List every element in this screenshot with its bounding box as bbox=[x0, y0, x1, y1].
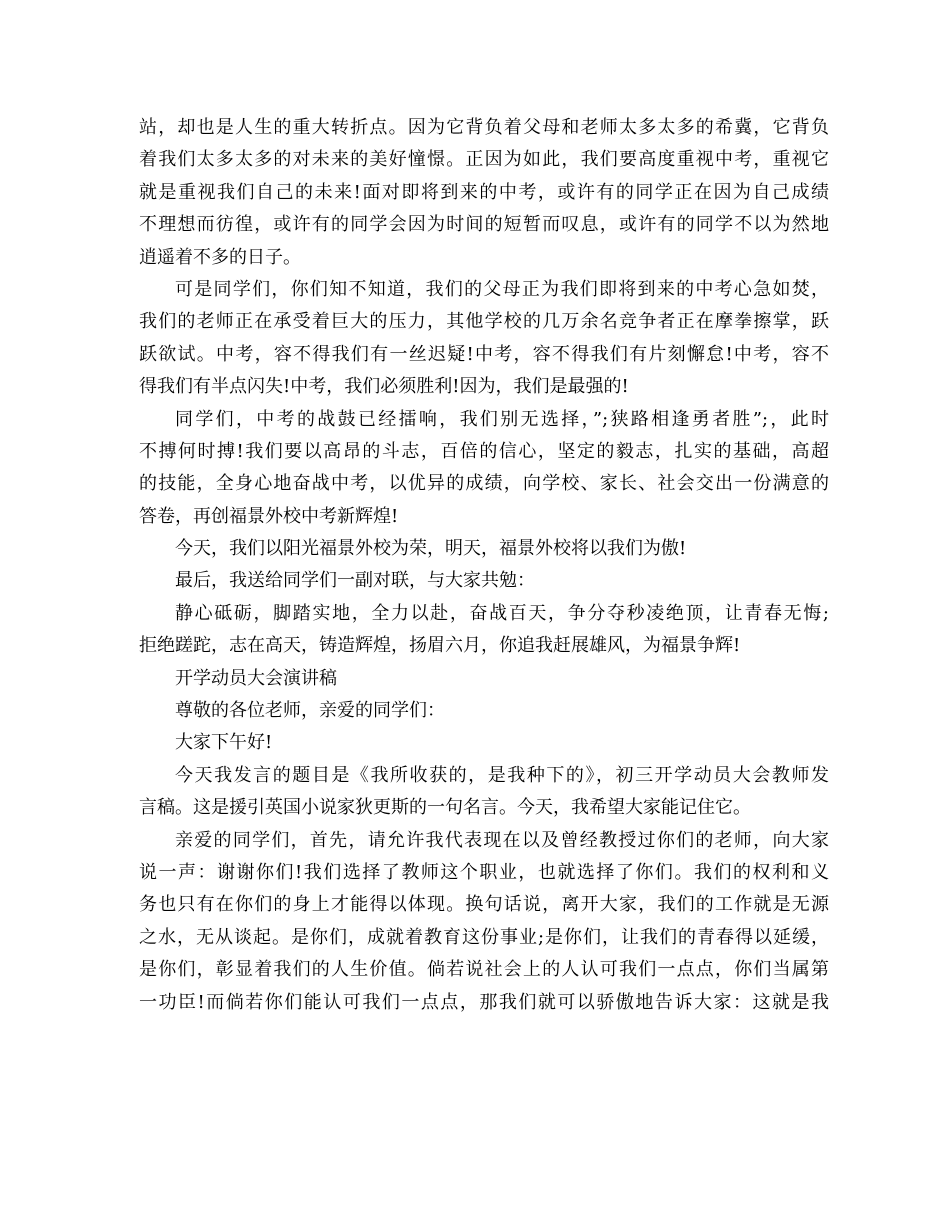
text-line: 今天，我们以阳光福景外校为荣，明天，福景外校将以我们为傲! bbox=[175, 538, 687, 560]
text-line: 言稿。这是援引英国小说家狄更斯的一句名言。今天，我希望大家能记住它。 bbox=[139, 797, 751, 819]
text-line: 开学动员大会演讲稿 bbox=[175, 667, 337, 689]
text-line: 说一声：谢谢你们!我们选择了教师这个职业，也就选择了你们。我们的权利和义 bbox=[139, 861, 829, 883]
text-line: 务也只有在你们的身上才能得以体现。换句话说，离开大家，我们的工作就是无源 bbox=[139, 894, 829, 916]
text-line: 可是同学们，你们知不知道，我们的父母正为我们即将到来的中考心急如焚， bbox=[175, 278, 829, 300]
text-line: 尊敬的各位老师，亲爱的同学们： bbox=[175, 700, 445, 722]
text-line: 静心砥砺，脚踏实地，全力以赴，奋战百天，争分夺秒凌绝顶，让青春无悔; bbox=[175, 602, 829, 624]
document-body bbox=[139, 112, 829, 1019]
text-line: 答卷，再创福景外校中考新辉煌! bbox=[139, 505, 399, 527]
text-line: 最后，我送给同学们一副对联，与大家共勉： bbox=[175, 570, 535, 592]
text-line: 一功臣!而倘若你们能认可我们一点点，那我们就可以骄傲地告诉大家：这就是我 bbox=[139, 991, 829, 1013]
text-line: 是你们，彰显着我们的人生价值。倘若说社会上的人认可我们一点点，你们当属第 bbox=[139, 959, 829, 981]
text-line: 的技能，全身心地奋战中考，以优异的成绩，向学校、家长、社会交出一份满意的 bbox=[139, 473, 829, 495]
text-line: 亲爱的同学们，首先，请允许我代表现在以及曾经教授过你们的老师，向大家 bbox=[175, 829, 829, 851]
text-line: 就是重视我们自己的未来!面对即将到来的中考，或许有的同学正在因为自己成绩 bbox=[139, 181, 829, 203]
text-line: 逍遥着不多的日子。 bbox=[139, 246, 301, 268]
text-line: 着我们太多太多的对未来的美好憧憬。正因为如此，我们要高度重视中考，重视它 bbox=[139, 149, 829, 171]
text-line: 跃欲试。中考，容不得我们有一丝迟疑!中考，容不得我们有片刻懈怠!中考，容不 bbox=[139, 343, 829, 365]
text-line: 同学们，中考的战鼓已经擂响，我们别无选择，”;狭路相逢勇者胜”;，此时 bbox=[175, 408, 829, 430]
text-line: 站，却也是人生的重大转折点。因为它背负着父母和老师太多太多的希冀，它背负 bbox=[139, 117, 829, 138]
text-line: 不搏何时搏!我们要以高昂的斗志，百倍的信心，坚定的毅志，扎实的基础，高超 bbox=[139, 440, 829, 462]
text-line: 拒绝蹉跎，志在高天，铸造辉煌，扬眉六月，你追我赶展雄风，为福景争辉! bbox=[139, 635, 741, 657]
text-line: 不理想而彷徨，或许有的同学会因为时间的短暂而叹息，或许有的同学不以为然地 bbox=[139, 214, 829, 236]
text-line: 得我们有半点闪失!中考，我们必须胜利!因为，我们是最强的! bbox=[139, 376, 629, 398]
text-line: 今天我发言的题目是《我所收获的，是我种下的》，初三开学动员大会教师发 bbox=[175, 764, 829, 786]
text-line: 之水，无从谈起。是你们，成就着教育这份事业;是你们，让我们的青春得以延缓， bbox=[139, 926, 829, 948]
text-line: 我们的老师正在承受着巨大的压力，其他学校的几万余名竞争者正在摩拳擦掌，跃 bbox=[139, 311, 829, 333]
text-line: 大家下午好! bbox=[175, 732, 273, 754]
